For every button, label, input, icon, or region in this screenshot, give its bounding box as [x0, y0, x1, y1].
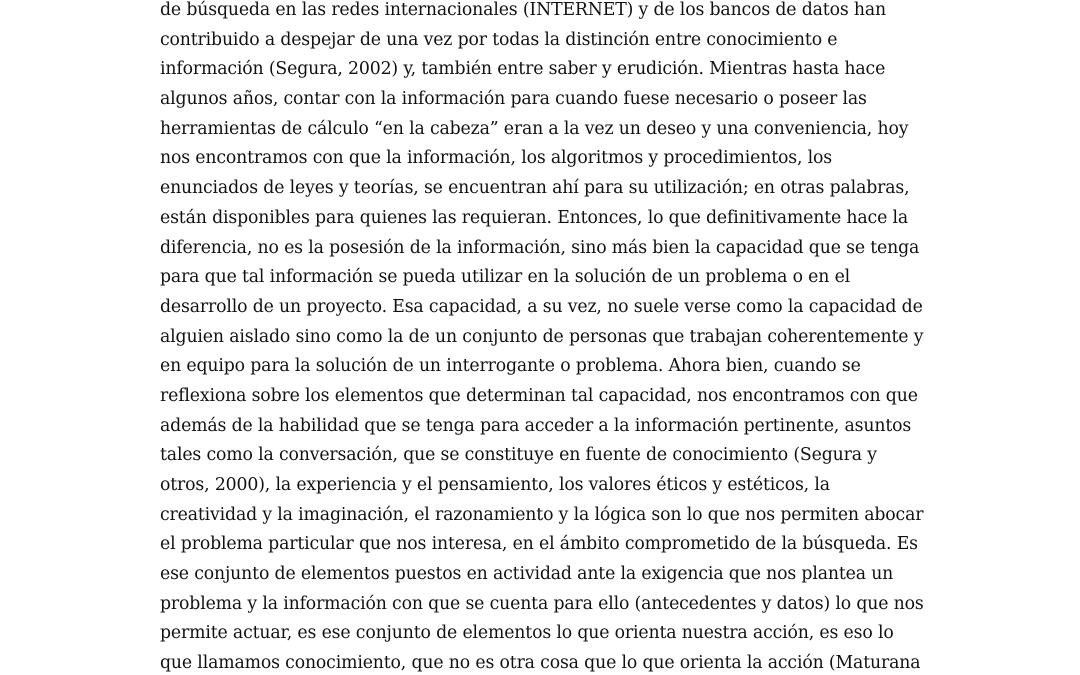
- text-line-10: para que tal información se pueda utilizar en la solución de un problema o en el: [160, 267, 851, 288]
- text-line-18: creatividad y la imaginación, el razonamiento y la lógica son lo que nos permiten abocar: [160, 504, 924, 525]
- text-line-23: que llamamos conocimiento, que no es otra cosa que lo que orienta la acción (Maturana: [160, 653, 921, 674]
- text-line-22: permite actuar, es ese conjunto de elementos lo que orienta nuestra acción, es eso lo: [160, 623, 894, 644]
- body-paragraph: [160, 0, 960, 675]
- text-line-15: además de la habilidad que se tenga para acceder a la información pertinente, asuntos: [160, 415, 912, 436]
- text-line-16: tales como la conversación, que se constituye en fuente de conocimiento (Segura y: [160, 445, 877, 466]
- text-line-8: están disponibles para quienes las requieran. Entonces, lo que definitivamente hace la: [160, 207, 909, 228]
- text-line-17: otros, 2000), la experiencia y el pensamiento, los valores éticos y estéticos, la: [160, 475, 830, 495]
- text-line-12: alguien aislado sino como la de un conjunto de personas que trabajan coherentemente y: [160, 326, 924, 347]
- text-line-7: enunciados de leyes y teorías, se encuentran ahí para su utilización; en otras palabras,: [160, 178, 910, 199]
- text-line-9: diferencia, no es la posesión de la información, sino más bien la capacidad que se tenga: [160, 237, 920, 258]
- text-line-5: herramientas de cálculo “en la cabeza” eran a la vez un deseo y una conveniencia, hoy: [160, 118, 909, 139]
- text-line-1: de búsqueda en las redes internacionales (INTERNET) y de los bancos de datos han: [160, 0, 887, 20]
- text-line-13: en equipo para la solución de un interrogante o problema. Ahora bien, cuando se: [160, 356, 861, 377]
- text-line-4: algunos años, contar con la información para cuando fuese necesario o poseer las: [160, 89, 867, 110]
- text-line-6: nos encontramos con que la información, los algoritmos y procedimientos, los: [160, 148, 833, 169]
- text-line-21: problema y la información con que se cuenta para ello (antecedentes y datos) lo que nos: [160, 593, 924, 614]
- text-line-14: reflexiona sobre los elementos que determinan tal capacidad, nos encontramos con que: [160, 385, 918, 406]
- text-line-20: ese conjunto de elementos puestos en actividad ante la exigencia que nos plantea un: [160, 564, 894, 585]
- text-line-11: desarrollo de un proyecto. Esa capacidad, a su vez, no suele verse como la capacidad de: [160, 296, 923, 317]
- text-line-3: información (Segura, 2002) y, también entre saber y erudición. Mientras hasta hace: [160, 59, 886, 80]
- text-line-19: el problema particular que nos interesa, en el ámbito comprometido de la búsqueda. Es: [160, 534, 918, 555]
- text-line-2: contribuido a despejar de una vez por todas la distinción entre conocimiento e: [160, 29, 838, 50]
